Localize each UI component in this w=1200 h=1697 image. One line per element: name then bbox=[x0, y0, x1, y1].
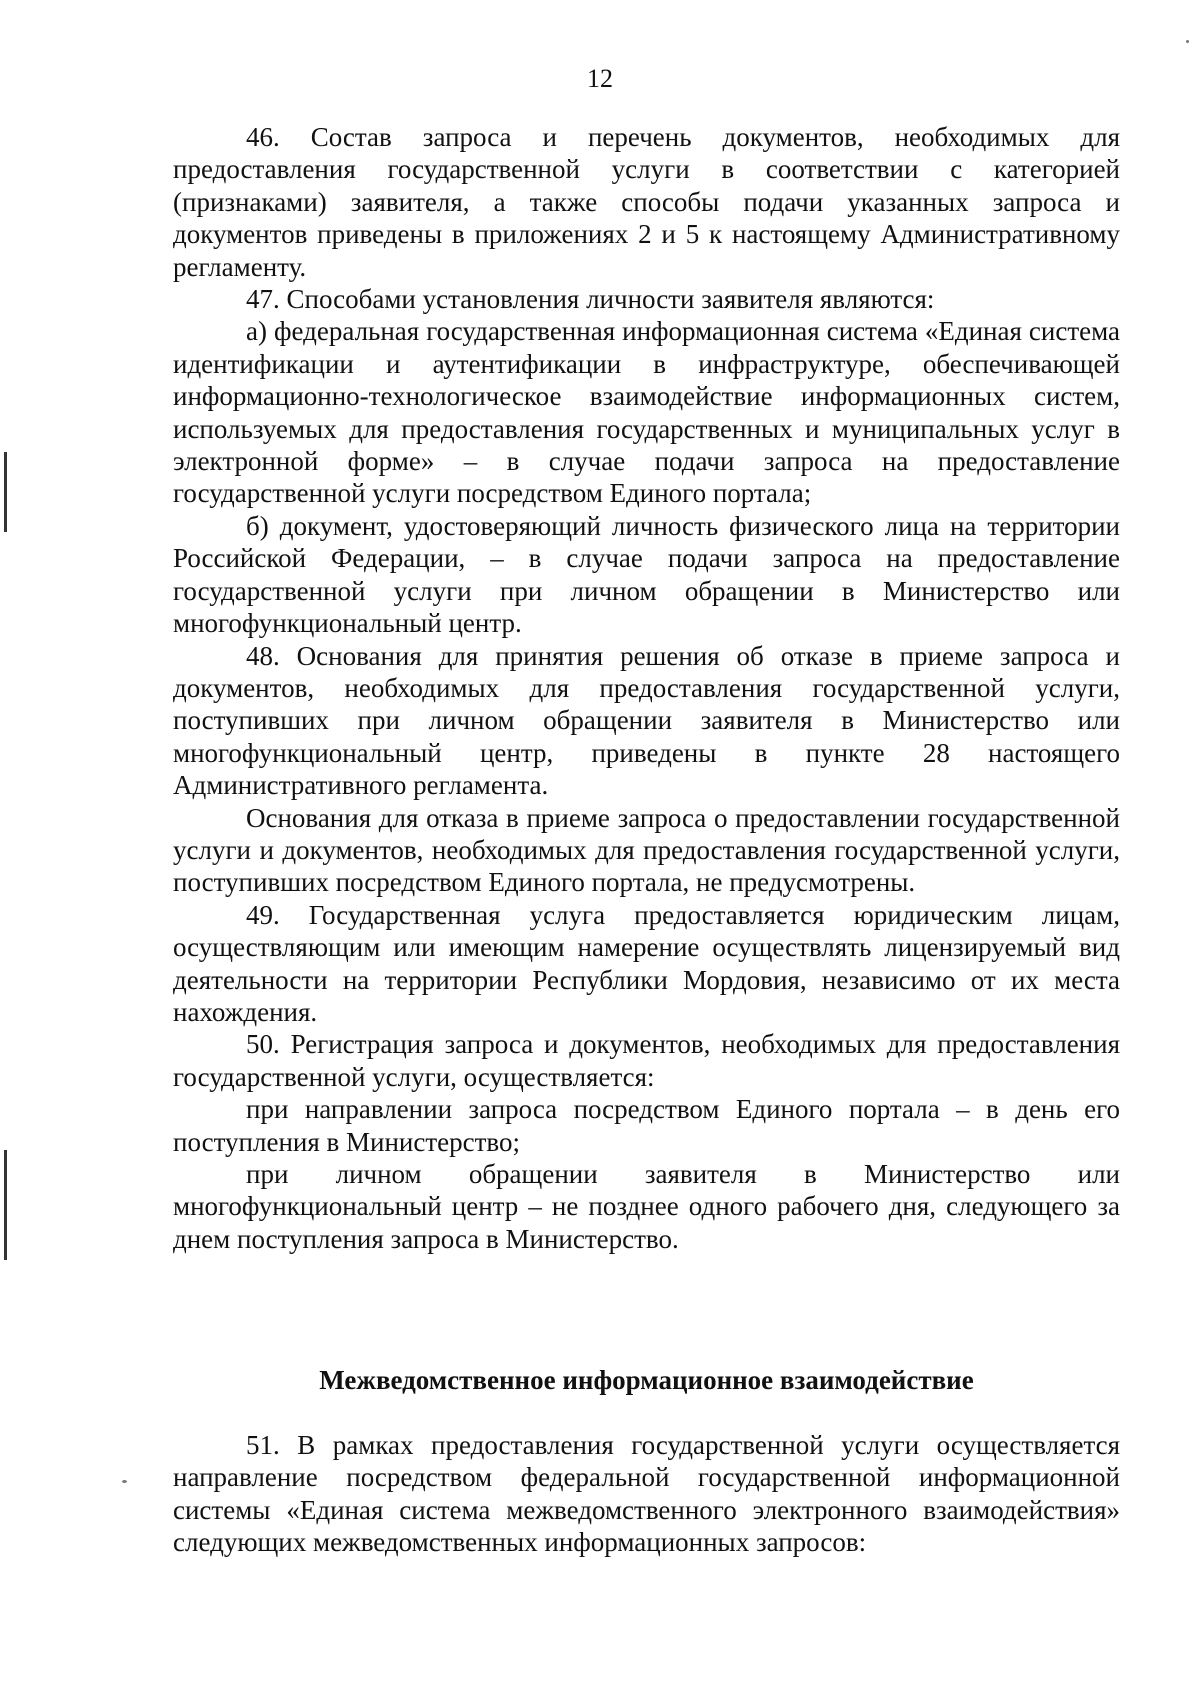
section-heading: Межведомственное информационное взаимодействие bbox=[319, 1365, 974, 1395]
paragraph-46: 46. Состав запроса и перечень документов, необходимых для предоставления государственной услуги в соответствии с категорией (признаками) заявителя, а также способы подачи указанных запроса и документов приведены в приложениях 2 и 5 к настоящему Административному регламенту. bbox=[173, 122, 1120, 282]
paragraph-50: 50. Регистрация запроса и документов, необходимых для предоставления государственной услуги, осуществляется: bbox=[173, 1029, 1120, 1092]
paragraph-51: 51. В рамках предоставления государственной услуги осуществляется направление посредством федеральной государственной информационной системы «Единая система межведомственного электронного взаимодействия» следующих межведомственных информационных запросов: bbox=[173, 1430, 1120, 1558]
scan-speck bbox=[1186, 40, 1189, 43]
scan-margin-mark bbox=[4, 1150, 7, 1260]
page-number: 12 bbox=[587, 64, 613, 93]
paragraph-49: 49. Государственная услуга предоставляется юридическим лицам, осуществляющим или имеющим намерение осуществлять лицензируемый вид деятельности на территории Республики Мордовия, независимо от их места нахождения. bbox=[173, 899, 1120, 1027]
scan-margin-mark bbox=[4, 452, 7, 532]
paragraph-48-grounds: Основания для отказа в приеме запроса о предоставлении государственной услуги и документов, необходимых для предоставления государственной услуги, поступивших посредством Единого портала, не предусмотрены. bbox=[173, 802, 1120, 898]
document-body bbox=[173, 121, 1120, 1255]
paragraph-47-b: б) документ, удостоверяющий личность физического лица на территории Российской Федерации, – в случае подачи запроса на предоставление государственной услуги при личном обращении в Министерство или многофункциональный центр. bbox=[173, 510, 1120, 639]
scan-speck bbox=[122, 1480, 127, 1483]
section-body bbox=[173, 1429, 1120, 1559]
paragraph-48: 48. Основания для принятия решения об отказе в приеме запроса и документов, необходимых для предоставления государственной услуги, поступивших при личном обращении заявителя в Министерство или многофункциональный центр, приведены в пункте 28 настоящего Административного регламента. bbox=[173, 640, 1120, 801]
paragraph-47-a: а) федеральная государственная информационная система «Единая система идентификации и аутентификации в инфраструктуре, обеспечивающей информационно-технологическое взаимодействие информационных систем, используемых для предоставления государственных и муниципальных услуг в электронной форме» – в случае подачи запроса на предоставление государственной услуги посредством Единого портала; bbox=[173, 316, 1120, 509]
paragraph-47: 47. Способами установления личности заявителя являются: bbox=[246, 284, 935, 315]
paragraph-50-portal: при направлении запроса посредством Единого портала – в день его поступления в Министерство; bbox=[173, 1094, 1120, 1157]
paragraph-50-personal: при личном обращении заявителя в Министерство или многофункциональный центр – не позднее одного рабочего дня, следующего за днем поступления запроса в Министерство. bbox=[173, 1159, 1120, 1254]
